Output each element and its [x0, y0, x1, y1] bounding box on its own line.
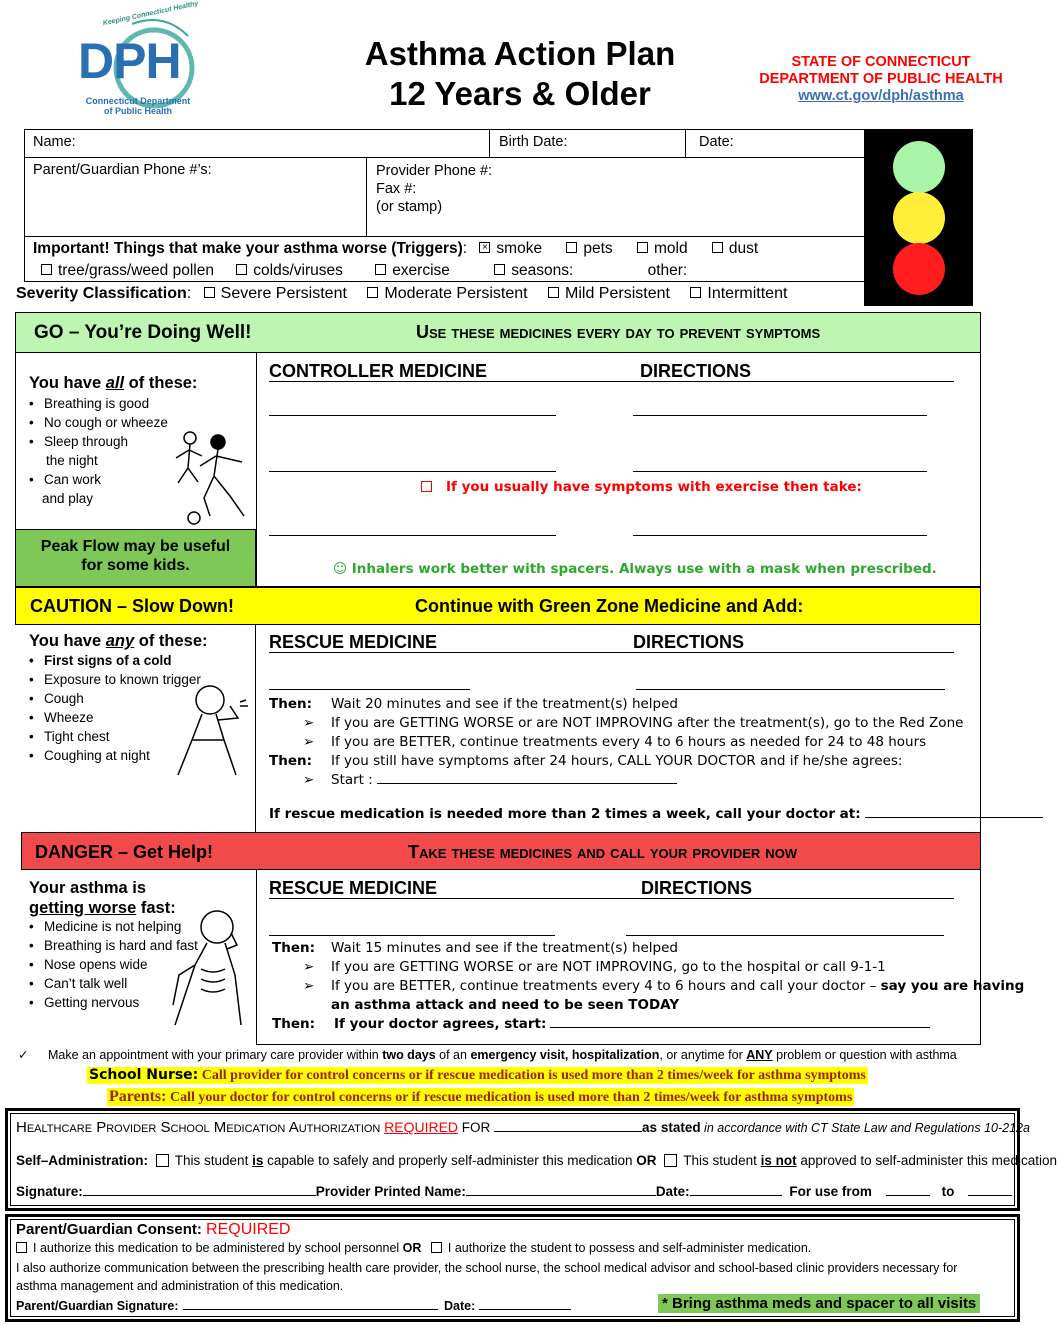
- logo-sub1: Connecticut Department: [85, 96, 191, 106]
- trigger-pets[interactable]: pets: [566, 240, 612, 257]
- state-link[interactable]: www.ct.gov/dph/asthma: [798, 88, 964, 104]
- danger-directions-line[interactable]: [626, 918, 944, 936]
- trigger-pollen[interactable]: tree/grass/weed pollen: [41, 262, 214, 279]
- peak-flow-line2: for some kids.: [81, 557, 190, 574]
- controller-medicine-header: CONTROLLER MEDICINE: [269, 361, 487, 381]
- danger-instructions: Then: Wait 15 minutes and see if the treatment(s) helped ➢ If you are GETTING WORSE or are NOT IMPROVING, go to the hospital or call 9-1-1 ➢ If you are BETTER, continue treatments every 4 to 6 hours and call your doctor – say you are having an asthma attack and need to be seen TODAY Then: If your doctor agrees, start:: [272, 940, 1025, 1032]
- caution-instructions: Then: Wait 20 minutes and see if the treatment(s) helped ➢ If you are GETTING WORSE or are NOT IMPROVING after the treatment(s), go to the Red Zone ➢ If you are BETTER, continue treatments every 4 to 6 hours as needed for 24 to 48 hours Then: If you still have symptoms after 24 hours, CALL YOUR DOCTOR and if he/she agrees: ➢ Start :: [269, 696, 964, 788]
- go-symptom: • Can work: [29, 470, 179, 489]
- triggers-row1: Important! Things that make your asthma worse (Triggers): × smoke pets mold dust: [33, 240, 759, 257]
- caution-rescue-line[interactable]: [269, 672, 470, 690]
- state-line2: DEPARTMENT OF PUBLIC HEALTH: [759, 71, 1003, 87]
- patient-info-box: [24, 129, 865, 282]
- consent-title: Parent/Guardian Consent: REQUIRED: [16, 1221, 291, 1238]
- danger-instruction: Take these medicines and call your provider now: [408, 842, 798, 862]
- parent-phone-field[interactable]: Parent/Guardian Phone #’s:: [33, 162, 212, 178]
- go-have-heading: You have all of these:: [29, 374, 198, 392]
- traffic-light: [864, 129, 973, 306]
- go-symptom: • No cough or wheeze: [29, 413, 179, 432]
- directions-line[interactable]: [633, 398, 927, 416]
- page-title: [330, 34, 710, 114]
- appointment-note: ✓ Make an appointment with your primary care provider within two days of an emergency visit, hospitalization, or anytime for ANY problem or question with asthma: [18, 1048, 957, 1062]
- go-symptom-cont: and play: [42, 491, 94, 506]
- go-instruction: Use these medicines every day to prevent symptoms: [416, 322, 821, 342]
- severity-row: Severity Classification: Severe Persistent Moderate Persistent Mild Persistent Intermittent: [16, 285, 788, 302]
- caution-symptom: • Coughing at night: [29, 746, 229, 765]
- danger-rescue-line[interactable]: [269, 918, 555, 936]
- state-block: [740, 54, 1022, 105]
- birth-date-field[interactable]: Birth Date:: [499, 134, 568, 150]
- dph-logo: [72, 0, 202, 120]
- kids-playing-illustration: [170, 428, 256, 528]
- danger-symptom: • Getting nervous: [29, 993, 229, 1012]
- trigger-colds[interactable]: colds/viruses: [236, 262, 343, 279]
- provider-phone-field[interactable]: [376, 162, 492, 216]
- date-field[interactable]: Date:: [699, 134, 734, 150]
- danger-symptom: • Can’t talk well: [29, 974, 229, 993]
- danger-rescue-header: RESCUE MEDICINE: [269, 878, 438, 898]
- state-line1: STATE OF CONNECTICUT: [791, 54, 971, 70]
- caution-symptom: • First signs of a cold: [29, 651, 229, 670]
- caution-directions-line[interactable]: [636, 672, 945, 690]
- green-light-icon: [893, 141, 945, 193]
- consent-self-administer[interactable]: I authorize the student to possess and self-administer medication.: [431, 1241, 811, 1255]
- caution-instruction: Continue with Green Zone Medicine and Add:: [415, 596, 804, 616]
- school-nurse-note: School Nurse: Call provider for control concerns or if rescue medication is used more than 2 times/week for asthma symptoms: [89, 1067, 866, 1083]
- peak-flow-line1: Peak Flow may be useful: [40, 538, 231, 555]
- controller-line[interactable]: [269, 454, 556, 472]
- parent-signature-row: Parent/Guardian Signature: Date:: [16, 1298, 571, 1313]
- danger-symptom: • Breathing is hard and fast: [29, 936, 229, 955]
- go-title: GO – You’re Doing Well!: [34, 322, 252, 343]
- bring-meds-note: * Bring asthma meds and spacer to all visits: [658, 1294, 980, 1313]
- title-line1: Asthma Action Plan: [364, 35, 676, 72]
- go-zone-header: [15, 312, 981, 353]
- severity-mild[interactable]: Mild Persistent: [548, 285, 670, 302]
- logo-letters: DPH: [78, 33, 181, 89]
- go-symptom-list: [29, 394, 179, 508]
- distressed-person-illustration: [165, 905, 253, 1033]
- exercise-directions-line[interactable]: [633, 518, 927, 536]
- trigger-dust[interactable]: dust: [712, 240, 758, 257]
- exercise-medicine-line[interactable]: [269, 518, 556, 536]
- provider-name-line[interactable]: [466, 1184, 656, 1196]
- severity-intermittent[interactable]: Intermittent: [690, 285, 787, 302]
- stamp-label: (or stamp): [376, 199, 443, 215]
- caution-rescue-header: RESCUE MEDICINE: [269, 632, 438, 652]
- go-symptom: • Breathing is good: [29, 394, 179, 413]
- provider-signature-row: Signature: Provider Printed Name: Date: For use from to: [16, 1184, 1012, 1199]
- directions-line[interactable]: [633, 454, 927, 472]
- rescue-frequency-note[interactable]: If rescue medication is needed more than 2 times a week, call your doctor at:: [269, 806, 1043, 822]
- danger-symptom: • Nose opens wide: [29, 955, 229, 974]
- triggers-label: Important! Things that make your asthma worse (Triggers): [33, 240, 463, 257]
- caution-symptom: • Wheeze: [29, 708, 229, 727]
- use-from-line[interactable]: [886, 1184, 930, 1196]
- go-symptom: • Sleep through: [29, 432, 179, 451]
- yellow-light-icon: [893, 192, 945, 244]
- logo-arc-text: Keeping Connecticut Healthy: [102, 0, 199, 28]
- provider-signature-line[interactable]: [83, 1184, 316, 1196]
- name-field[interactable]: Name:: [33, 134, 76, 150]
- danger-zone-header: [21, 832, 981, 870]
- trigger-smoke[interactable]: × smoke: [479, 240, 542, 257]
- consent-school-personnel[interactable]: I authorize this medication to be administered by school personnel: [16, 1241, 403, 1255]
- authorization-title: Healthcare Provider School Medication Authorization REQUIRED FOR as stated in accordance with CT State Law and Regulations 10-212a: [16, 1119, 1030, 1136]
- title-line2: 12 Years & Older: [389, 75, 651, 112]
- severity-label: Severity Classification: [16, 285, 187, 302]
- red-light-icon: [893, 243, 945, 295]
- caution-have-heading: You have any of these:: [29, 632, 208, 650]
- severity-severe[interactable]: Severe Persistent: [204, 285, 347, 302]
- caution-symptom: • Cough: [29, 689, 229, 708]
- go-directions-header: DIRECTIONS: [640, 361, 752, 381]
- exercise-note[interactable]: If you usually have symptoms with exercise then take:: [421, 479, 862, 495]
- self-administration-row: Self–Administration: This student is capable to safely and properly self-administer this medication OR This student is not approved to self-administer this medication: [16, 1153, 1057, 1168]
- go-symptom-cont: the night: [46, 453, 98, 468]
- trigger-mold[interactable]: mold: [637, 240, 688, 257]
- danger-title: DANGER – Get Help!: [35, 842, 214, 862]
- parent-date-line[interactable]: [479, 1298, 571, 1310]
- consent-communication: I also authorize communication between the prescribing health care provider, the school nurse, the school medical advisor and school-based clinic providers necessary for asthma management and administration of this medication.: [16, 1261, 958, 1293]
- parent-signature-line[interactable]: [183, 1298, 438, 1310]
- danger-directions-header: DIRECTIONS: [641, 878, 753, 898]
- caution-symptom: • Exposure to known trigger: [29, 670, 229, 689]
- fax-label: Fax #:: [376, 181, 417, 197]
- parents-note: Parents: Call your doctor for control concerns or if rescue medication is used more than 2 times/week for asthma symptoms: [109, 1088, 853, 1105]
- trigger-other[interactable]: other:: [647, 262, 688, 279]
- self-admin-capable[interactable]: This student is capable to safely and properly self-administer this medication: [156, 1153, 637, 1168]
- start-line[interactable]: [377, 772, 677, 784]
- triggers-row2: [41, 262, 687, 280]
- caution-title: CAUTION – Slow Down!: [30, 596, 234, 616]
- danger-heading: Your asthma is getting worse fast:: [29, 879, 176, 917]
- danger-start-line[interactable]: [550, 1016, 930, 1028]
- caution-directions-header: DIRECTIONS: [633, 632, 745, 652]
- provider-phone-label: Provider Phone #:: [376, 163, 493, 179]
- trigger-exercise[interactable]: exercise: [375, 262, 450, 279]
- caution-zone-header: [15, 587, 981, 625]
- inhaler-tip: ☺ Inhalers work better with spacers. Always use with a mask when prescribed.: [333, 561, 937, 577]
- caution-symptom: • Tight chest: [29, 727, 229, 746]
- trigger-seasons[interactable]: seasons:: [494, 262, 573, 279]
- consent-options: I authorize this medication to be administered by school personnel OR I authorize the student to possess and self-administer medication.: [16, 1241, 811, 1255]
- logo-sub2: of Public Health: [103, 106, 172, 116]
- coughing-person-illustration: [168, 680, 254, 780]
- self-admin-not-approved[interactable]: This student is not approved to self-administer this medication: [664, 1153, 1057, 1168]
- use-to-line[interactable]: [968, 1184, 1012, 1196]
- severity-moderate[interactable]: Moderate Persistent: [367, 285, 527, 302]
- peak-flow-box: [15, 529, 256, 587]
- provider-date-line[interactable]: [690, 1184, 782, 1196]
- controller-line[interactable]: [269, 398, 556, 416]
- danger-symptom: • Medicine is not helping: [29, 917, 229, 936]
